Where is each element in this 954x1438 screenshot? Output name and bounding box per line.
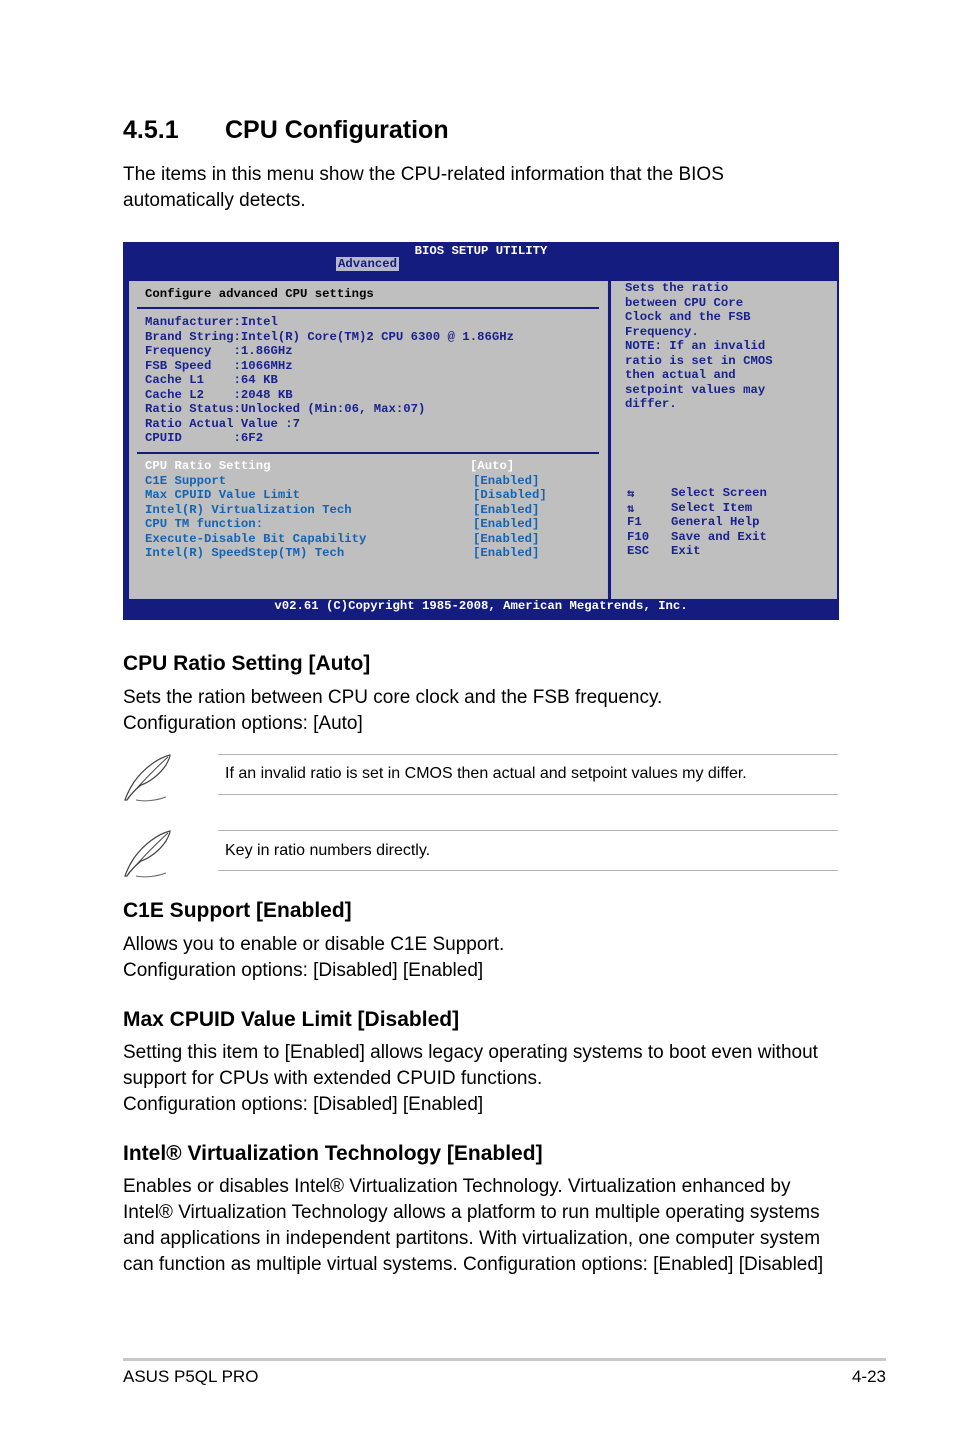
bios-screenshot [123,242,839,620]
bios-setting-value[interactable]: [Enabled] [473,546,540,560]
bios-info-line: Ratio Actual Value :7 [145,416,300,431]
bios-help-line: differ. [625,397,677,411]
bios-help-line: setpoint values may [625,382,766,397]
item-line: Allows you to enable or disable C1E Support. [123,934,505,955]
bios-info-line: Manufacturer:Intel [145,315,278,329]
bios-right-panel [609,279,839,601]
note-text: Key in ratio numbers directly. [225,842,431,859]
bios-tab-advanced[interactable]: Advanced [338,257,398,271]
note-feather-icon [122,828,174,878]
bios-key-name: ESC [627,544,650,558]
bios-key-label: Exit [671,544,701,558]
footer-rule [123,1358,886,1361]
item-heading-virtualization: Intel® Virtualization Technology [Enabled] [123,1142,543,1165]
note-rule [218,794,838,795]
bios-info-line: Cache L2 :2048 KB [145,387,293,402]
item-heading-c1e: C1E Support [Enabled] [123,899,352,922]
bios-info-line: FSB Speed :1066MHz [145,358,293,373]
bios-setting-value[interactable]: [Enabled] [473,502,540,517]
bios-setting-value[interactable]: [Auto] [470,459,515,473]
item-heading-max-cpuid: Max CPUID Value Limit [Disabled] [123,1008,460,1031]
bios-info-line: Ratio Status:Unlocked (Min:06, Max:07) [145,402,426,416]
section-title [123,116,449,145]
bios-help-line: Sets the ratio [625,281,729,295]
bios-title: BIOS SETUP UTILITY [414,244,548,258]
bios-info-line: CPUID :6F2 [145,431,264,445]
intro-paragraph: The items in this menu show the CPU-related information that the BIOS automatically detects. [123,164,724,211]
note-text: If an invalid ratio is set in CMOS then actual and setpoint values my differ. [225,765,747,782]
section-number: 4.5.1 [123,116,179,144]
bios-key-label: Select Screen [671,486,767,500]
bios-copyright: v02.61 (C)Copyright 1985-2008, American Megatrends, Inc. [274,599,688,613]
up-down-arrows-icon: ⇅ [627,501,635,516]
bios-setting-name[interactable]: CPU Ratio Setting [145,459,271,473]
note-feather-icon [122,752,174,802]
bios-panel-header: Configure advanced CPU settings [145,287,374,301]
bios-help-line: ratio is set in CMOS [625,353,773,368]
bios-setting-value[interactable]: [Enabled] [473,531,540,546]
bios-info-line: Cache L1 :64 KB [145,373,278,387]
bios-left-panel [127,279,610,601]
bios-setting-name[interactable]: Max CPUID Value Limit [145,488,300,502]
bios-setting-value[interactable]: [Enabled] [473,517,540,531]
section-title-text: CPU Configuration [225,116,449,144]
item-line: Configuration options: [Disabled] [Enabled] [123,1094,484,1115]
bios-help-line: between CPU Core [625,295,744,310]
item-line: Sets the ration between CPU core clock and the FSB frequency. [123,687,663,708]
bios-help-line: Frequency. [625,324,699,339]
bios-info-line: Frequency :1.86GHz [145,344,293,358]
item-desc-cpu-ratio [123,685,843,737]
bios-setting-name[interactable]: Intel(R) Virtualization Tech [145,502,352,517]
item-line: Configuration options: [Disabled] [Enabled] [123,960,484,981]
bios-setting-value[interactable]: [Disabled] [473,488,547,502]
bios-setting-name[interactable]: Execute-Disable Bit Capability [145,531,367,546]
bios-help-line: Clock and the FSB [625,310,751,324]
item-desc-max-cpuid [123,1040,843,1118]
item-line: Setting this item to [Enabled] allows legacy operating systems to boot even without support for CPUs with extended CPUID functions. [123,1042,818,1089]
bios-setting-name[interactable]: CPU TM function: [145,517,264,531]
bios-help-line: then actual and [625,368,736,382]
bios-key-label: Save and Exit [671,529,767,544]
left-right-arrows-icon: ⇆ [627,487,635,501]
bios-key-name: F1 [627,515,642,529]
bios-divider [137,307,599,309]
bios-setting-value[interactable]: [Enabled] [473,473,540,488]
note-rule [218,830,838,831]
item-line: Configuration options: [Auto] [123,713,363,734]
bios-key-name: F10 [627,529,650,544]
bios-key-label: General Help [671,515,760,529]
bios-setting-name[interactable]: Intel(R) SpeedStep(TM) Tech [145,546,345,560]
bios-info-line: Brand String:Intel(R) Core(TM)2 CPU 6300 @ 1.86GHz [145,329,514,344]
note-rule [218,754,838,755]
item-desc-c1e [123,932,843,984]
bios-key-label: Select Item [671,500,753,515]
footer-product: ASUS P5QL PRO [123,1367,259,1386]
item-desc-virtualization: Enables or disables Intel® Virtualization Technology. Virtualization enhanced by Intel® Virtualization Technology allows a platform to run multiple operating systems and applications in independent partitons. With virtualization, one computer system can function as multiple virtual systems. Configuration options: [Enabled] [Disabled] [123,1176,824,1275]
bios-setting-name[interactable]: C1E Support [145,473,227,488]
bios-help-line: NOTE: If an invalid [625,339,766,353]
footer-page-number: 4-23 [851,1367,886,1386]
item-heading-cpu-ratio: CPU Ratio Setting [Auto] [123,652,371,675]
note-rule [218,870,838,871]
bios-divider [137,452,599,454]
